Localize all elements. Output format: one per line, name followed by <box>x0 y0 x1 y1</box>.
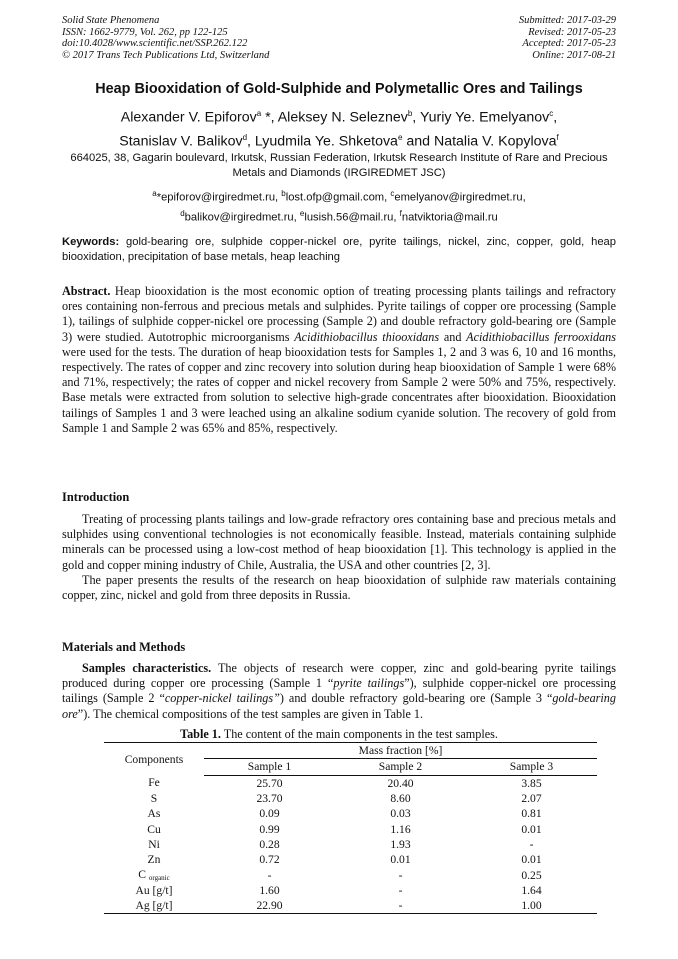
table-cell: - <box>335 898 466 914</box>
abstract-text: Heap biooxidation is the most economic option of treating processing plants tailings and refractory ores containing non-ferrous and precious metals and sulphides. Pyrite tailings of copper ore processing (Sample 1), tailings of sulphide copper-nickel ore processing (Sample 2) and double refractory gold-bearing ore (Sample 3) were studied. Autotrophic microorganisms <box>62 284 616 344</box>
table-row <box>104 791 597 806</box>
doi-line: doi:10.4028/www.scientific.net/SSP.262.122 <box>62 38 248 50</box>
component-name: As <box>147 807 161 821</box>
organism-name: Acidithiobacillus thiooxidans <box>294 329 440 344</box>
keywords <box>62 235 616 265</box>
table-cell: 0.01 <box>521 822 542 836</box>
table-cell: 0.28 <box>259 837 280 851</box>
table-cell: 1.60 <box>259 883 280 897</box>
email-mark: e <box>299 208 305 218</box>
author-sep: , <box>553 109 558 126</box>
author-sep: , <box>247 133 255 150</box>
accepted-date: Accepted: 2017-05-23 <box>522 38 616 50</box>
table-cell: 1.00 <box>466 898 597 914</box>
affiliation: 664025, 38, Gagarin boulevard, Irkutsk, Russian Federation, Irkutsk Research Institute of Rare and Precious Metals and Diamonds (IRGIREDMET JSC) <box>70 152 608 179</box>
component-name: Zn <box>147 853 161 867</box>
email-mark: a <box>152 189 157 198</box>
table-cell: 0.81 <box>521 807 542 821</box>
author-mark: e <box>397 132 403 142</box>
paper-title: Heap Biooxidation of Gold-Sulphide and Polymetallic Ores and Tailings <box>95 81 583 97</box>
table-cell: 20.40 <box>387 776 414 790</box>
paragraph: Treating of processing plants tailings and low-grade refractory ores containing base and precious metals and sulphides using conventional technologies is not economically feasible. Instead, materials containing sulphide minerals can be processed using a low-cost method of heap biooxidation [1]. This technology is applied in the gold and copper mining industry of Chile, Australia, the USA and other countries [2, 3]. <box>62 512 616 572</box>
journal-header-right <box>519 15 616 61</box>
organism-name: Acidithiobacillus ferrooxidans <box>466 329 616 344</box>
author-sep: , <box>412 109 420 126</box>
methods-heading: Materials and Methods <box>62 640 186 654</box>
table-cell: 0.01 <box>521 853 542 867</box>
author-mark: d <box>242 132 248 142</box>
table-caption-label: Table 1. <box>180 727 221 741</box>
components-header: Components <box>104 743 204 776</box>
composition-table <box>104 742 597 914</box>
component-subscript: organic <box>148 874 170 883</box>
table-cell: 0.25 <box>521 868 542 882</box>
paragraph-italic: gold-bearing ore <box>62 691 616 721</box>
sample-header: Sample 1 <box>204 759 335 775</box>
abstract-text: and <box>439 329 467 344</box>
email-mark: d <box>180 208 185 218</box>
abstract-text: were used for the tests. The duration of heap biooxidation tests for Samples 1, 2 and 3 was 6, 10 and 16 months, respectively. The rates of copper and zinc recovery into solution during heap biooxidation of Sample 1 were 68% and 71%, respectively; the rates of copper and nickel recovery from Sample 2 were 50% and 75%, respectively. Base metals were extracted from solution to selective high-grade concentrates after biooxidation. Biooxidation tailings of Samples 1 and 3 were leached using an alkaline sodium cyanide solution. The recovery of gold from Sample 1 and Sample 2 was 65% and 85%, respectively. <box>62 344 616 435</box>
revised-date: Revised: 2017-05-23 <box>528 26 616 38</box>
keywords-text: gold-bearing ore, sulphide copper-nickel ore, pyrite tailings, nickel, zinc, copper, gold, heap biooxidation, precipitation of base metals, heap leaching <box>62 236 616 263</box>
table-row <box>104 806 597 821</box>
paragraph <box>62 661 616 722</box>
email-address[interactable]: emelyanov@irgiredmet.ru, <box>394 191 526 204</box>
keywords-label: Keywords: <box>62 236 120 248</box>
table-caption-text: The content of the main components in the test samples. <box>220 727 498 741</box>
component-name: Ag [g/t] <box>104 898 204 914</box>
author-mark: c <box>549 109 554 118</box>
issn-line: ISSN: 1662-9779, Vol. 262, pp 122-125 <box>62 26 228 38</box>
table-cell: 1.64 <box>521 883 542 897</box>
component-name: S <box>150 792 158 806</box>
table-cell: 0.99 <box>259 822 280 836</box>
table-cell: - <box>267 868 272 882</box>
table-caption <box>62 727 616 742</box>
introduction-heading: Introduction <box>62 490 130 504</box>
paragraph-text: ) and double refractory gold-bearing ore (Sample 3 “ <box>279 691 553 706</box>
email-address[interactable]: lusish.56@mail.ru, <box>304 211 400 224</box>
email-address[interactable]: balikov@irgiredmet.ru, <box>184 211 300 224</box>
author-list <box>40 104 638 151</box>
table-cell: 22.90 <box>204 898 335 914</box>
table-cell: 1.16 <box>390 822 411 836</box>
component-symbol: C <box>138 868 149 882</box>
sample-header: Sample 2 <box>335 759 466 775</box>
author-name: Lyudmila Ye. Shketova <box>254 133 398 150</box>
email-list <box>62 186 616 225</box>
table-row <box>104 821 597 836</box>
component-name: Ni <box>148 837 160 851</box>
component-name: Cu <box>147 822 161 836</box>
table-cell: - <box>529 837 534 851</box>
component-name <box>104 867 204 882</box>
table-row <box>104 867 597 882</box>
journal-name: Solid State Phenomena <box>62 15 160 26</box>
abstract <box>62 284 616 436</box>
author-name: Aleksey N. Seleznev <box>277 109 408 126</box>
email-address[interactable]: natviktoria@mail.ru <box>401 211 498 224</box>
email-mark: b <box>281 189 286 198</box>
author-mark: f <box>556 132 559 142</box>
author-sep: *, <box>261 109 278 126</box>
paragraph-italic: copper-nickel tailings” <box>164 691 280 706</box>
table-cell: 2.07 <box>521 792 542 806</box>
abstract-label: Abstract. <box>62 284 111 298</box>
submitted-date: Submitted: 2017-03-29 <box>518 15 616 26</box>
table-cell: 0.03 <box>390 807 411 821</box>
online-date: Online: 2017-08-21 <box>532 49 616 61</box>
paragraph-text: The objects of research were copper, zinc and gold-bearing pyrite tailings produced during copper ore processing (Sample 1 “ <box>62 661 616 691</box>
component-name: Fe <box>148 776 160 790</box>
journal-header-left <box>62 15 269 61</box>
email-mark: f <box>399 208 402 218</box>
author-name: Stanislav V. Balikov <box>119 133 243 150</box>
table-cell: - <box>398 868 403 882</box>
author-mark: b <box>407 109 413 118</box>
table-row <box>104 898 597 914</box>
table-cell: 0.72 <box>259 853 280 867</box>
table-cell: 3.85 <box>521 776 542 790</box>
table-cell: 0.09 <box>259 807 280 821</box>
author-name: Yuriy Ye. Emelyanov <box>419 109 550 126</box>
author-name: Alexander V. Epiforov <box>120 109 257 126</box>
table-row <box>104 837 597 852</box>
table-row <box>104 883 597 898</box>
table-cell: 25.70 <box>256 776 283 790</box>
table-cell: 23.70 <box>256 792 283 806</box>
table-cell: - <box>398 883 403 897</box>
author-mark: a <box>256 109 262 118</box>
sample-header: Sample 3 <box>466 759 597 775</box>
table-row <box>104 775 597 791</box>
table-cell: 8.60 <box>390 792 411 806</box>
paragraph-lead: Samples characteristics. <box>82 661 212 675</box>
paragraph-text: ”), sulphide copper-nickel ore processing tailings (Sample 2 “ <box>62 676 616 706</box>
email-address[interactable]: lost.ofp@gmail.com, <box>285 191 391 204</box>
methods-body <box>62 661 616 722</box>
author-name: Natalia V. Kopylova <box>433 133 557 150</box>
paragraph-italic: pyrite tailings <box>333 676 405 691</box>
table-cell: 1.93 <box>390 837 411 851</box>
copyright-line: © 2017 Trans Tech Publications Ltd, Switzerland <box>62 49 270 61</box>
email-address[interactable]: *epiforov@irgiredmet.ru, <box>156 191 282 204</box>
author-sep: and <box>402 133 434 150</box>
table-cell: 0.01 <box>390 853 411 867</box>
paragraph-text: ”). The chemical compositions of the test samples are given in Table 1. <box>77 706 424 721</box>
component-name: Au [g/t] <box>135 883 173 897</box>
table-row <box>104 852 597 867</box>
paragraph: The paper presents the results of the research on heap biooxidation of sulphide raw materials containing copper, zinc, nickel and gold from three deposits in Russia. <box>62 572 616 603</box>
email-mark: c <box>390 189 395 198</box>
introduction-body <box>62 512 616 603</box>
mass-fraction-header: Mass fraction [%] <box>204 743 597 759</box>
